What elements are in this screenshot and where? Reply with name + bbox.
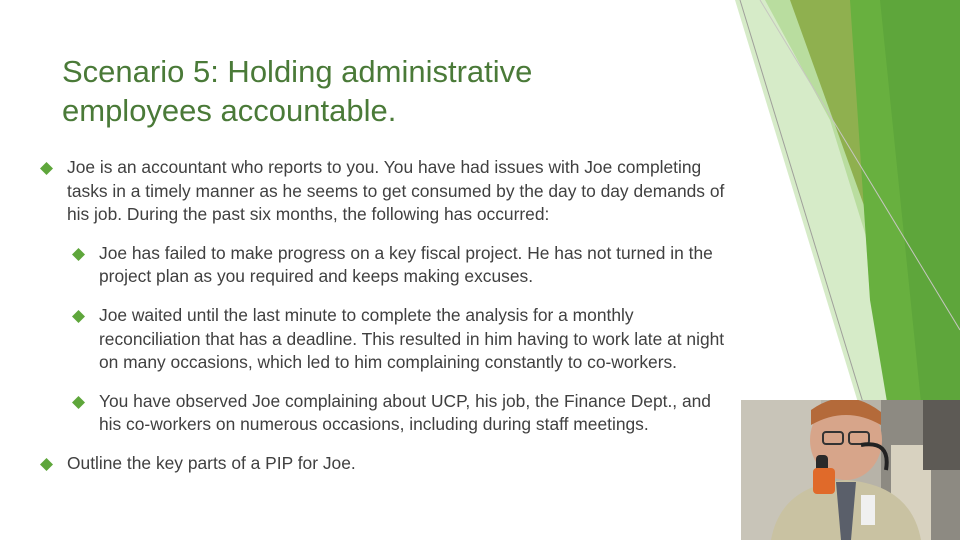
bullet-item — [40, 156, 730, 227]
sub-bullet-item — [40, 304, 730, 375]
sub-bullet-item — [40, 390, 730, 437]
bullet-item — [40, 452, 730, 476]
bullet-text: Joe is an accountant who reports to you. You have had issues with Joe completing tasks in a timely manner as he seems to get consumed by the day to day demands of his job. During the past six months, the following has occurred: — [67, 157, 725, 225]
diamond-bullet-icon — [40, 162, 53, 175]
bullet-text: Outline the key parts of a PIP for Joe. — [67, 452, 356, 473]
sub-bullet-item — [40, 242, 730, 289]
diamond-bullet-icon — [72, 248, 85, 261]
bullet-list — [40, 156, 730, 476]
diamond-bullet-icon — [40, 458, 53, 471]
office-worker-photo — [741, 400, 960, 540]
bullet-text: Joe has failed to make progress on a key fiscal project. He has not turned in the project plan as you required and keeps making excuses. — [99, 242, 713, 287]
office-worker-on-phone-photo — [741, 400, 960, 540]
slide-title: Scenario 5: Holding administrative employees accountable. — [62, 54, 533, 128]
bullet-text: You have observed Joe complaining about UCP, his job, the Finance Dept., and his co-workers on numerous occasions, including during staff meetings. — [99, 390, 711, 435]
diamond-bullet-icon — [72, 396, 85, 409]
diamond-bullet-icon — [72, 310, 85, 323]
bullet-text: Joe waited until the last minute to complete the analysis for a monthly reconciliation that has a deadline. This resulted in him having to work late at night on many occasions, which led to him complaining constantly to co-workers. — [99, 304, 725, 373]
